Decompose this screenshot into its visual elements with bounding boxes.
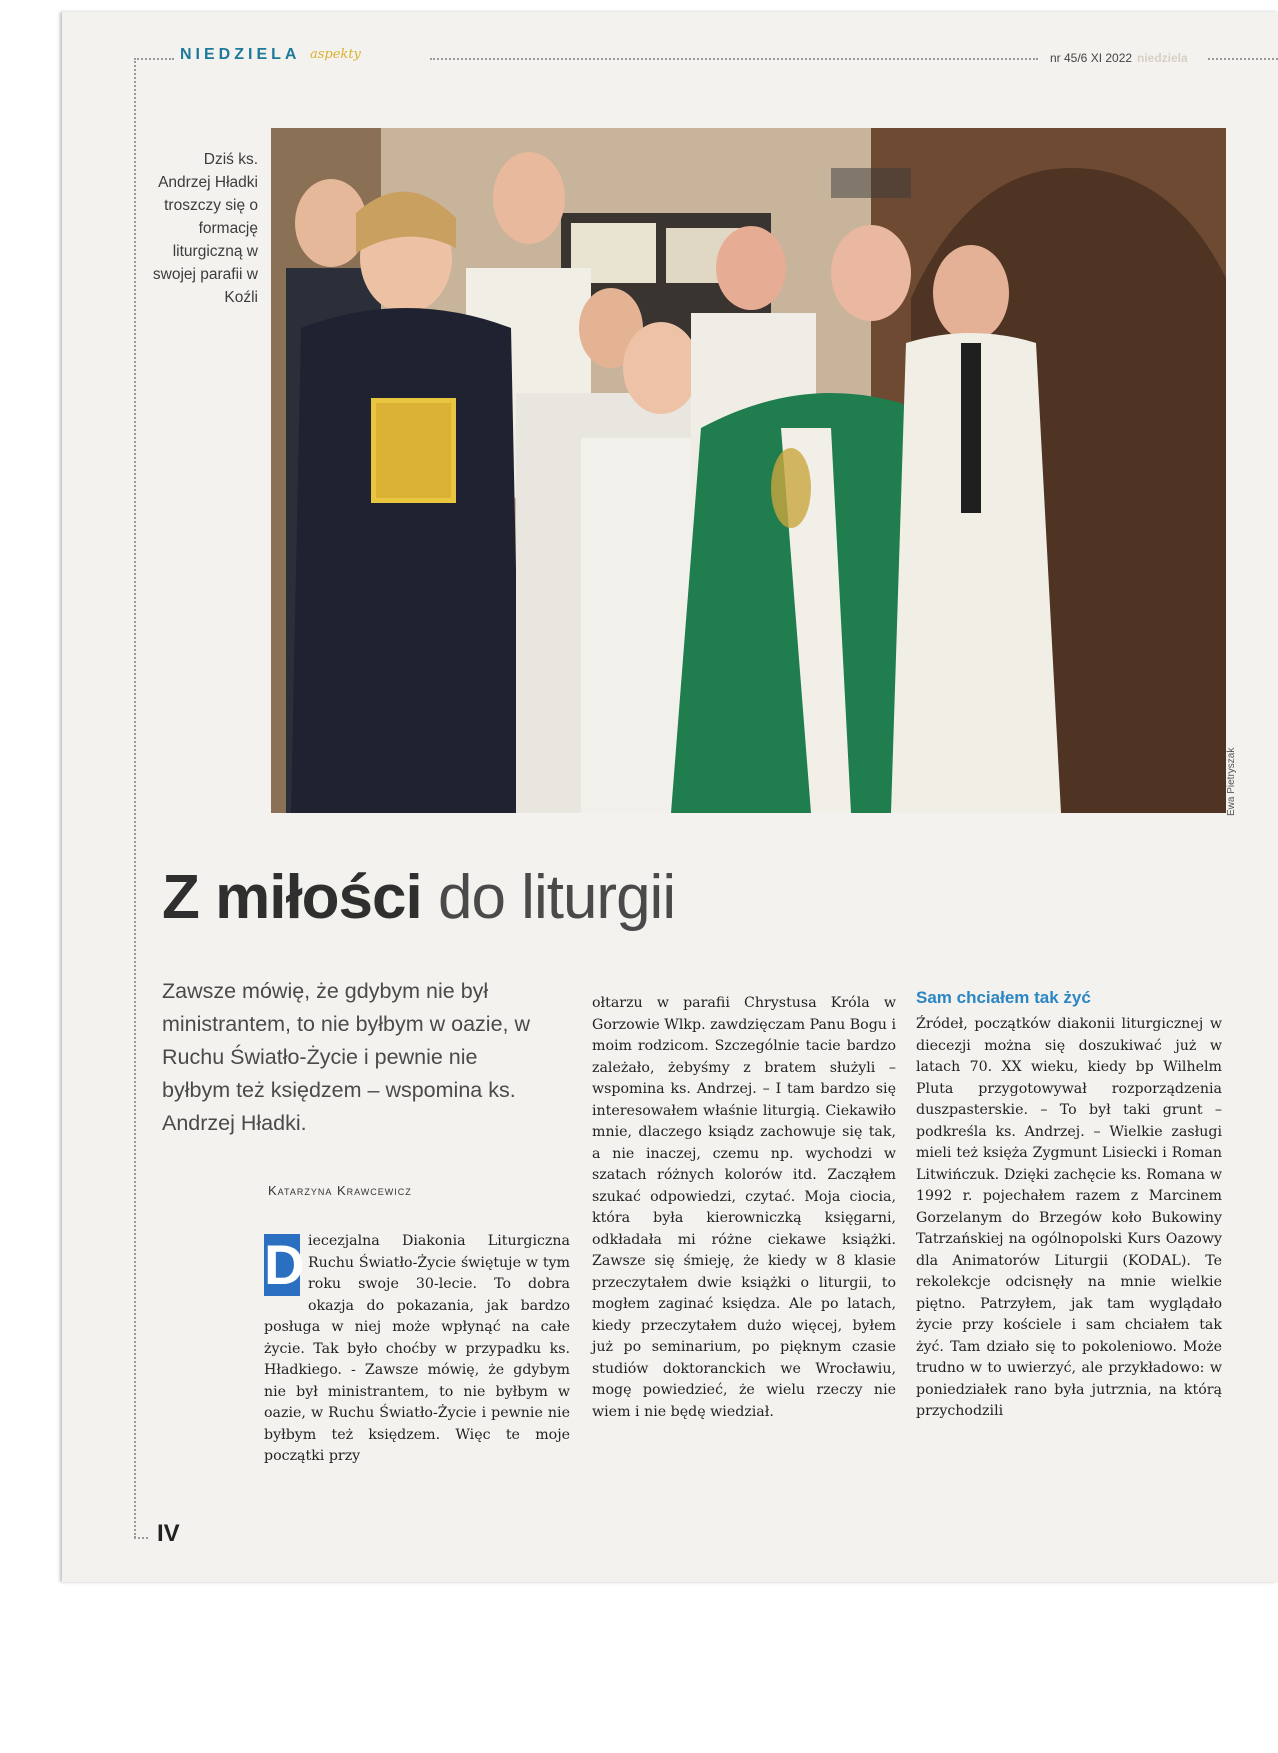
header-rule (430, 58, 1038, 60)
margin-rule (134, 58, 136, 1538)
issue-number: nr 45/6 XI 2022 (1050, 51, 1133, 65)
text-column-2 (592, 993, 896, 1423)
article-headline (162, 862, 675, 933)
header-rule (1208, 58, 1278, 60)
text-column-1 (264, 1231, 570, 1468)
page-number: IV (157, 1520, 180, 1547)
photo-caption: Dziś ks. Andrzej Hładki troszczy się o formację liturgiczną w swojej parafii w Koźli (152, 151, 258, 306)
article-author (268, 1183, 412, 1198)
article-lead: Zawsze mówię, że gdybym nie był ministrantem, to nie byłbym w oazie, w Ruchu Światło-Życie i pewnie nie byłbym też księdzem – wspomina ks. Andrzej Hładki. (162, 979, 531, 1135)
column-1-text: iecezjalna Diakonia Liturgiczna Ruchu Światło-Życie świętuje w tym roku swoje 30-lecie. To dobra okazja do pokazania, jak bardzo posługa w niej może wpłynąć na całe życie. Tak było choćby w przypadku ks. Hładkiego. - Zawsze mówię, że gdybym nie był ministrantem, to nie byłbym w oazie, w Ruchu Światło-Życie i pewnie nie byłbym też księdzem. Więc te moje początki przy (264, 1233, 570, 1464)
drop-cap: D (264, 1233, 305, 1296)
column-3-text: Źródeł, początków diakonii liturgicznej w diecezji można się doszukiwać już w latach 70. XX wieku, kiedy bp Wilhelm Pluta przygotowywał rozporządzenia duszpasterskie. – To był taki grunt – podkreśla ks. Andrzej. – Wielkie zasługi mieli też księża Zygmunt Lisiecki i Roman Litwińczuk. Dzięki zachęcie ks. Romana w 1992 r. pojechałem razem z Marcinem Gorzelanym do Brzegów koło Bukowiny Tatrzańskiej na ogólnopolski Kurs Oazowy dla Animatorów Liturgii (KODAL). Te rekolekcje odcisnęły na mnie wielkie piętno. Patrzyłem, jak tam wyglądało życie przy kościele i sam chciałem tak żyć. Tam działo się to pokoleniowo. Może trudno w to uwierzyć, ale przykładowo: w poniedziałek rano była jutrznia, na którą przychodzili (916, 1016, 1222, 1419)
headline-rest: do liturgii (437, 863, 676, 932)
text-column-3 (916, 1014, 1222, 1423)
masthead-brand: NIEDZIELA (180, 46, 301, 63)
photo-credit (1226, 730, 1242, 820)
article-photo (271, 128, 1226, 813)
footer-rule (134, 1537, 148, 1539)
section-subhead: Sam chciałem tak żyć (916, 988, 1091, 1007)
column-2-text: ołtarzu w parafii Chrystusa Króla w Gorzowie Wlkp. zawdzięczam Panu Bogu i moim rodzicom. Szczególnie tacie bardzo zależało, żebyśmy z bratem służyli – wspomina ks. Andrzej. – I tam bardzo się interesowałem właśnie liturgią. Ciekawiło mnie, dlaczego ksiądz zachowuje się tak, a nie inaczej, czemu np. wychodzi w szatach różnych kolorów itd. Zacząłem szukać odpowiedzi, czytać. Moja ciocia, która była kierowniczką księgarni, odkładała mi różne ciekawe książki. Zawsze się śmieję, że kiedy w 8 klasie przeczytałem dwie książki o liturgii, to mogłem zaginać księdza. Ale po latach, kiedy przeczytałem dużo więcej, byłem już po seminarium, po pięknym czasie studiów doktoranckich we Wrocławiu, mogę powiedzieć, że wielu rzeczy nie wiem i nie będę wiedział. (592, 995, 896, 1420)
headline-bold: Z miłości (162, 863, 422, 932)
masthead-section: aspekty (310, 47, 361, 62)
header-rule (134, 58, 174, 60)
photo-credit-text: Ewa Pietryszak (1226, 747, 1237, 816)
author-name: Katarzyna Krawcewicz (268, 1183, 412, 1198)
masthead-logo: niedziela (1137, 51, 1188, 65)
